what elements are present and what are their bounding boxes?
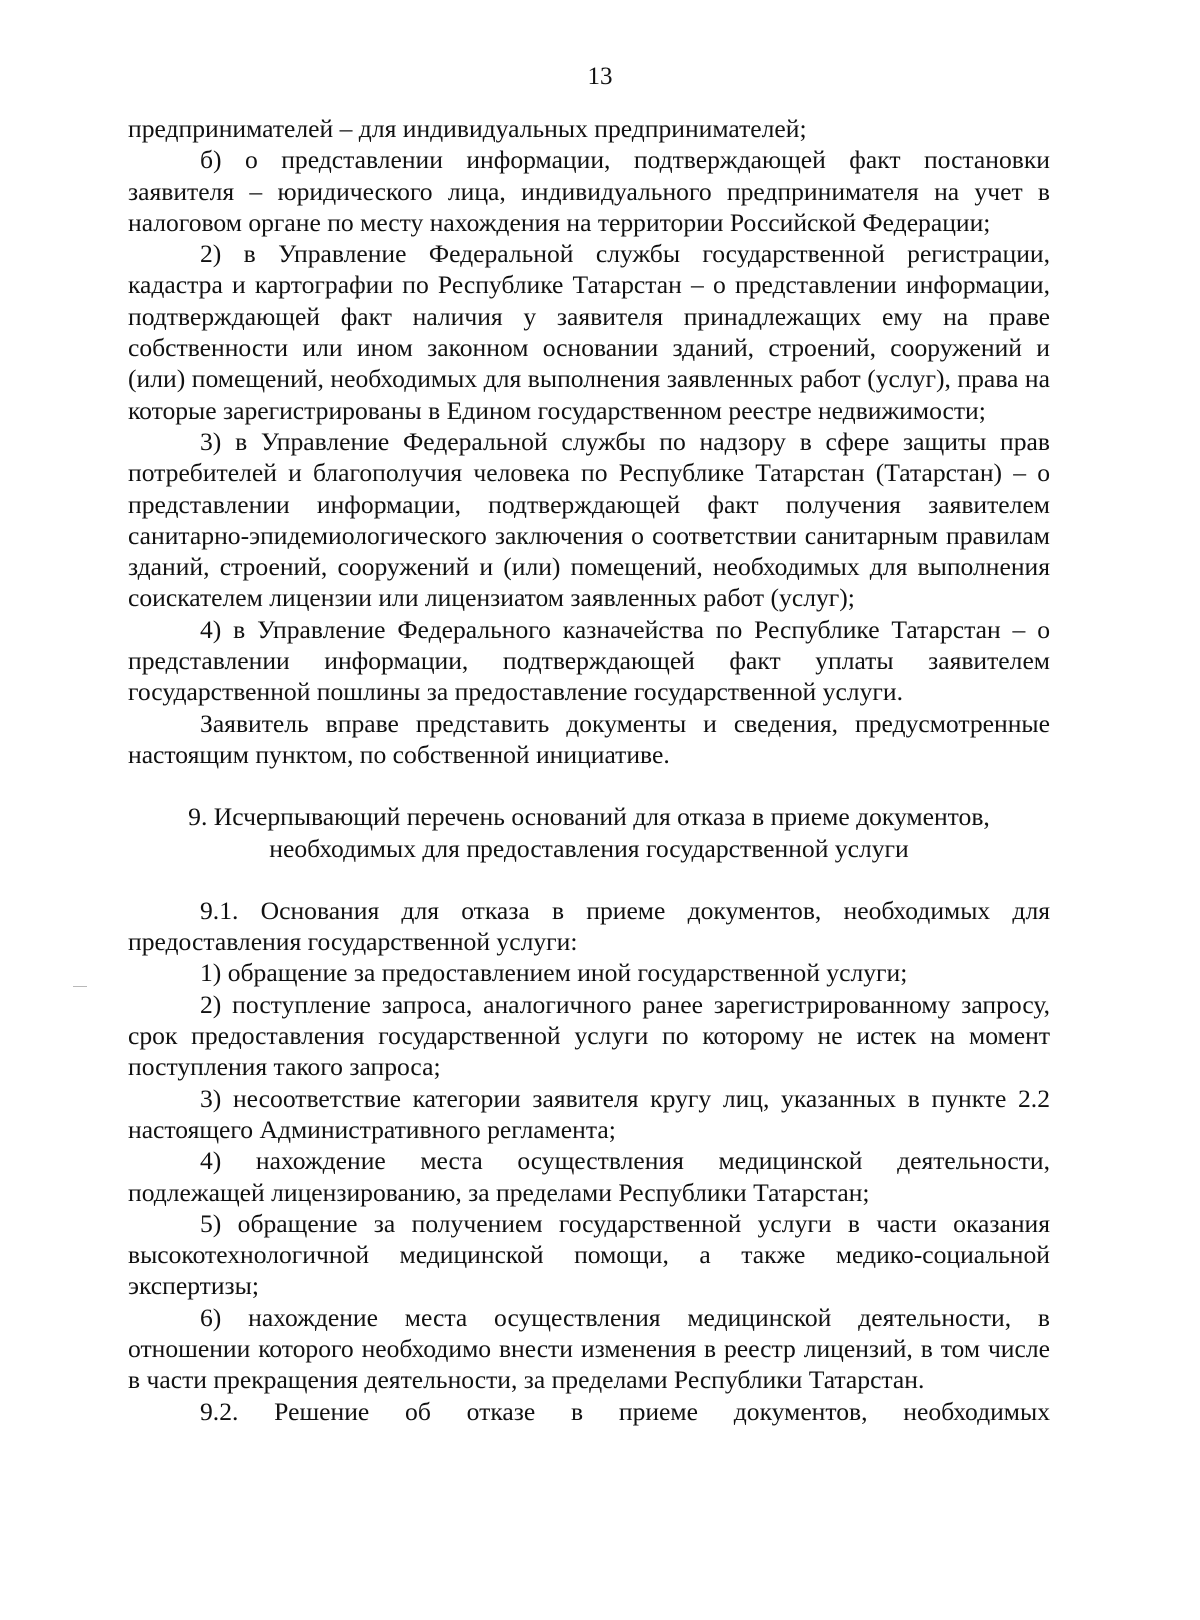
document-body: [128, 113, 1050, 1427]
paragraph-9-1-item-4: 4) нахождение места осуществления медицинской деятельности, подлежащей лицензированию, за пределами Республики Татарстан;: [128, 1146, 1050, 1207]
paragraph-9-1-item-2: 2) поступление запроса, аналогичного ранее зарегистрированному запросу, срок предоставления государственной услуги по которому не истек на момент поступления такого запроса;: [128, 989, 1050, 1082]
paragraph-item-b: б) о представлении информации, подтверждающей факт постановки заявителя – юридического лица, индивидуального предпринимателя на учет в налоговом органе по месту нахождения на территории Российской Федерации;: [128, 145, 1050, 237]
paragraph-9-1-item-5: 5) обращение за получением государственной услуги в части оказания высокотехнологичной медицинской помощи, а также медико-социальной экспертизы;: [128, 1208, 1050, 1301]
paragraph-item-3: 3) в Управление Федеральной службы по надзору в сфере защиты прав потребителей и благополучия человека по Республике Татарстан (Татарстан) – о представлении информации, подтверждающей факт получения заявителем санитарно-эпидемиологического заключения о соответствии санитарным правилам зданий, строений, сооружений и (или) помещений, необходимых для выполнения соискателем лицензии или лицензиатом заявленных работ (услуг);: [128, 426, 1050, 613]
paragraph-9-1-item-3: 3) несоответствие категории заявителя кругу лиц, указанных в пункте 2.2 настоящего Административного регламента;: [128, 1083, 1050, 1144]
paragraph-9-2: 9.2. Решение об отказе в приеме документов, необходимых: [200, 1396, 1050, 1426]
paragraph-9-1-item-1: 1) обращение за предоставлением иной государственной услуги;: [200, 958, 908, 988]
section-heading-9: 9. Исчерпывающий перечень оснований для отказа в приеме документов, необходимых для предоставления государственной услуги: [188, 802, 990, 863]
paragraph-9-1-item-6: 6) нахождение места осуществления медицинской деятельности, в отношении которого необходимо внести изменения в реестр лицензий, в том числе в части прекращения деятельности, за пределами Республики Татарстан.: [128, 1302, 1050, 1395]
paragraph-item-4: 4) в Управление Федерального казначейства по Республике Татарстан – о представлении информации, подтверждающей факт уплаты заявителем государственной пошлины за предоставление государственной услуги.: [128, 614, 1050, 707]
paragraph-applicant-right: Заявитель вправе представить документы и сведения, предусмотренные настоящим пунктом, по собственной инициативе.: [128, 708, 1050, 769]
paragraph-continuation: предпринимателей – для индивидуальных предпринимателей;: [128, 114, 807, 143]
page-number: 13: [587, 63, 613, 90]
paragraph-9-1: 9.1. Основания для отказа в приеме документов, необходимых для предоставления государственной услуги:: [128, 895, 1050, 957]
section-spacer: [128, 864, 1050, 895]
scan-artifact-mark: [73, 986, 87, 987]
paragraph-item-2: 2) в Управление Федеральной службы государственной регистрации, кадастра и картографии по Республике Татарстан – о представлении информации, подтверждающей факт наличия у заявителя принадлежащих ему на праве собственности или ином законном основании зданий, строений, сооружений и (или) помещений, необходимых для выполнения заявленных работ (услуг), права на которые зарегистрированы в Едином государственном реестре недвижимости;: [128, 239, 1050, 425]
